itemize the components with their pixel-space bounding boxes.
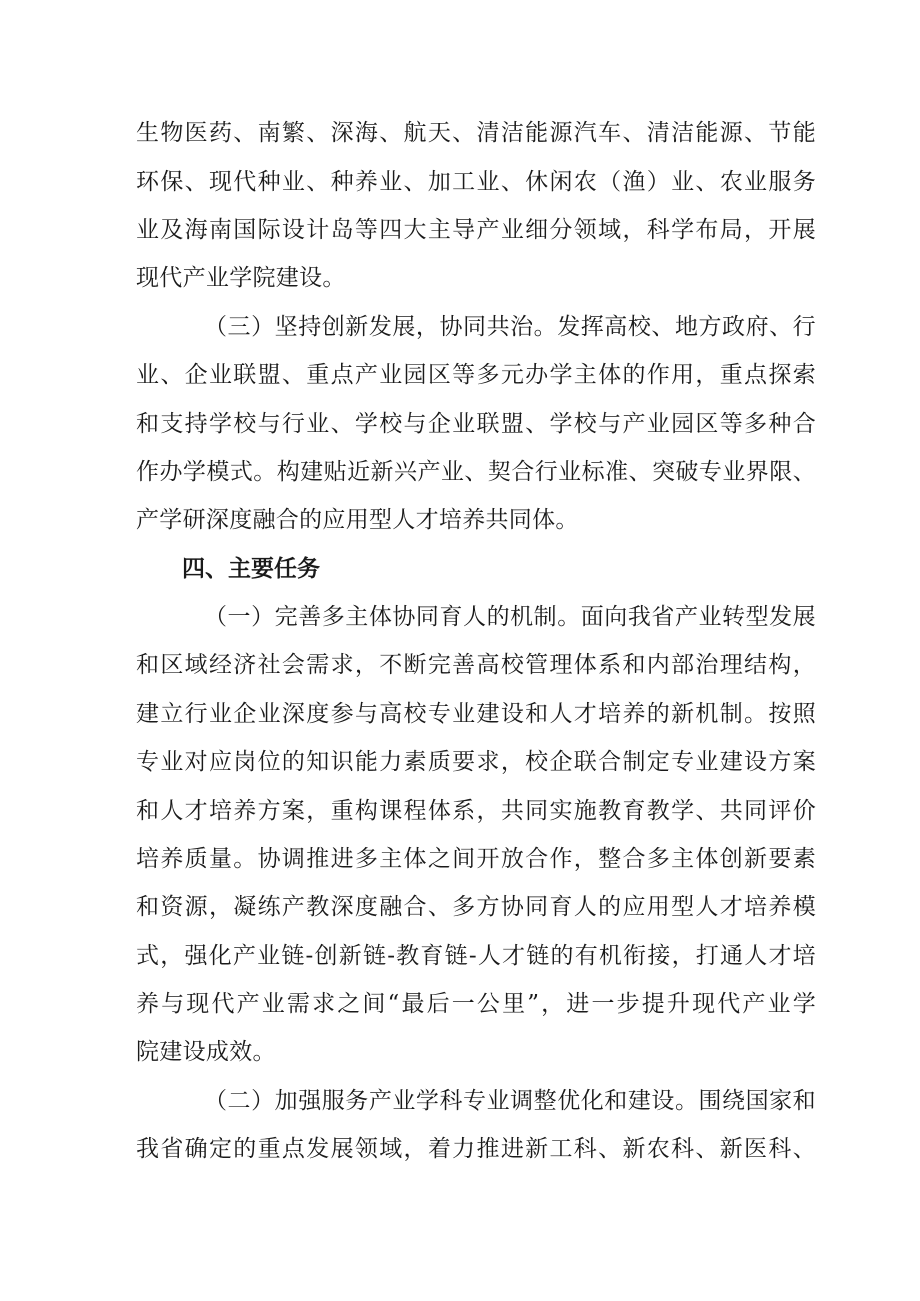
text-line: 生物医药、南繁、深海、航天、清洁能源汽车、清洁能源、节能	[136, 120, 816, 146]
text-line: 培养质量。协调推进多主体之间开放合作，整合多主体创新要素	[136, 846, 816, 872]
text-line: 业、企业联盟、重点产业园区等多元办学主体的作用，重点探索	[136, 362, 816, 388]
section-heading: 四、主要任务	[182, 556, 320, 582]
text-line: 建立行业企业深度参与高校专业建设和人才培养的新机制。按照	[136, 701, 816, 727]
text-line: 专业对应岗位的知识能力素质要求，校企联合制定专业建设方案	[136, 749, 816, 775]
text-line: 业及海南国际设计岛等四大主导产业细分领域，科学布局，开展	[136, 217, 816, 243]
text-line: 和人才培养方案，重构课程体系，共同实施教育教学、共同评价	[136, 798, 816, 824]
text-line: 和资源，凝练产教深度融合、多方协同育人的应用型人才培养模	[136, 894, 816, 920]
text-line: （一）完善多主体协同育人的机制。面向我省产业转型发展	[204, 604, 816, 630]
text-line: 产学研深度融合的应用型人才培养共同体。	[136, 507, 579, 533]
text-line: 现代产业学院建设。	[136, 265, 346, 291]
text-line: 式，强化产业链-创新链-教育链-人才链的有机衔接，打通人才培	[136, 943, 816, 969]
text-line: 院建设成效。	[136, 1039, 276, 1065]
text-line: （三）坚持创新发展，协同共治。发挥高校、地方政府、行	[204, 314, 816, 340]
text-line: （二）加强服务产业学科专业调整优化和建设。围绕国家和	[204, 1088, 816, 1114]
text-line: 和支持学校与行业、学校与企业联盟、学校与产业园区等多种合	[136, 411, 816, 437]
text-line: 环保、现代种业、种养业、加工业、休闲农（渔）业、农业服务	[136, 169, 816, 195]
text-line: 和区域经济社会需求，不断完善高校管理体系和内部治理结构，	[136, 652, 816, 678]
text-line: 养与现代产业需求之间“最后一公里”，进一步提升现代产业学	[136, 991, 816, 1017]
text-line: 我省确定的重点发展领域，着力推进新工科、新农科、新医科、	[136, 1136, 816, 1162]
text-line: 作办学模式。构建贴近新兴产业、契合行业标准、突破专业界限、	[136, 459, 816, 485]
